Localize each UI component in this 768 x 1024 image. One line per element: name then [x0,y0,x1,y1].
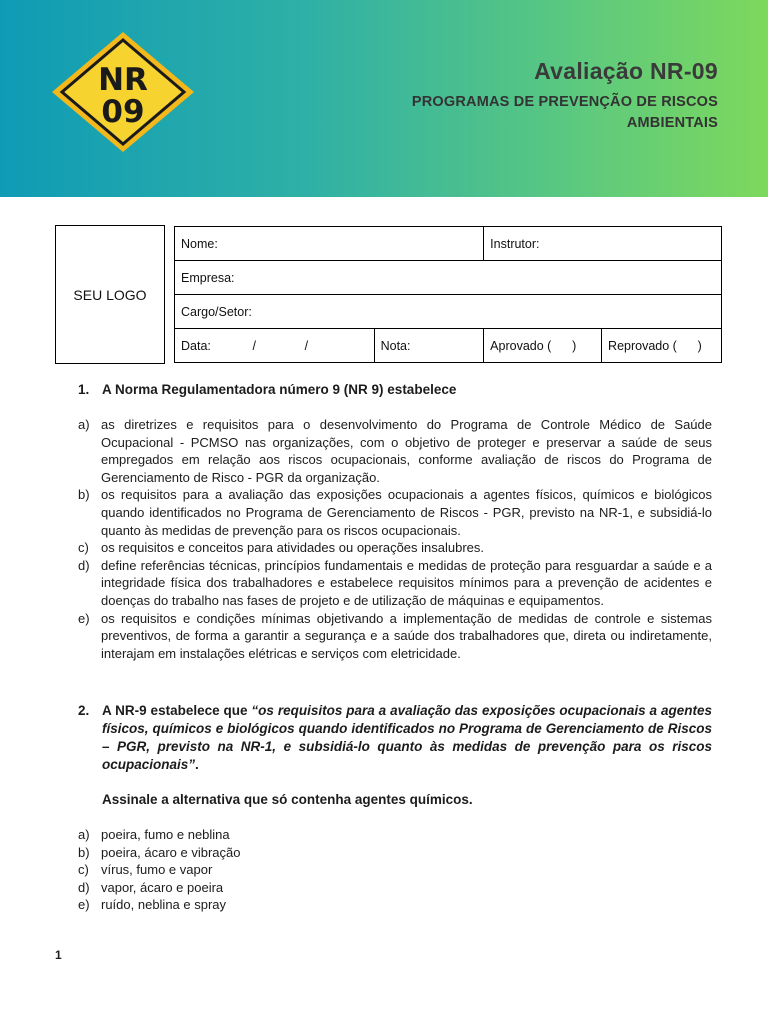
answer-option[interactable] [78,539,712,557]
option-text: vírus, fumo e vapor [101,862,213,878]
answer-option[interactable] [78,610,712,663]
option-text: as diretrizes e requisitos para o desenvolvimento do Programa de Controle Médico de Saúde Ocupacional - PCMSO nas organizações, com o objetivo de proteger e preservar a saúde de seus empregados em relação aos riscos ocupacionais, conforme avaliação de riscos do Programa de Gerenciamento de Risco - PGR da organização. [101,417,712,485]
nr09-warning-sign-icon [50,30,196,154]
option-letter: d) [78,879,90,895]
grade-field[interactable]: Nota: [374,329,484,363]
page-subtitle: PROGRAMAS DE PREVENÇÃO DE RISCOS AMBIENTAIS [411,94,718,131]
question-text: A Norma Regulamentadora número 9 (NR 9) estabelece [102,382,457,397]
role-field[interactable]: Cargo/Setor: [175,295,722,329]
option-letter: a) [78,827,90,842]
question-2-options [78,826,712,914]
question-text [102,702,712,774]
option-letter: c) [78,862,89,878]
option-letter: b) [78,844,90,860]
option-text: define referências técnicas, princípios fundamentais e medidas de proteção para resguardar a saúde e a integridade física dos trabalhadores e estabelece requisitos mínimos para a prevenção de acidentes e doenças do trabalho nas fases de projeto e de utilização de máquinas e equipamentos. [101,557,712,608]
option-letter: a) [78,417,90,432]
question-quote: “os requisitos para a avaliação das exposições ocupacionais a agentes físicos, químicos e biológicos quando identificados no Programa de Gerenciamento de Riscos – PGR, previsto na NR-1, e subsidiá-lo quanto às medidas de prevenção para os riscos ocupacionais” [102,703,712,772]
option-letter: c) [78,540,89,556]
badge-line1: NR [98,62,148,98]
answer-option[interactable] [78,879,712,897]
question-instruction: Assinale a alternativa que só contenha agentes químicos. [102,792,473,807]
question-intro: A NR-9 estabelece que [102,703,252,718]
question-1 [78,381,712,399]
student-info-table [174,226,722,363]
option-text: poeira, fumo e neblina [101,827,230,842]
page-title: Avaliação NR-09 [534,58,718,84]
option-text: os requisitos e conceitos para atividades ou operações insalubres. [101,540,485,556]
question-number: 1. [78,382,90,397]
header-banner [0,0,768,197]
instructor-field[interactable]: Instrutor: [484,227,722,261]
answer-option[interactable] [78,861,712,879]
answer-option[interactable] [78,826,712,844]
option-text: os requisitos para a avaliação das exposições ocupacionais a agentes físicos, químicos e biológicos quando identificados no Programa de Gerenciamento de Riscos - PGR, previsto na NR-1, e subsidiá-lo quanto às medidas de prevenção para os riscos ocupacionais. [101,487,712,538]
option-letter: d) [78,557,90,573]
company-field[interactable]: Empresa: [175,261,722,295]
rejected-checkbox[interactable]: Reprovado ( ) [602,329,722,363]
approved-checkbox[interactable]: Aprovado ( ) [484,329,602,363]
question-number: 2. [78,703,90,718]
question-2 [78,702,712,809]
page-number: 1 [55,948,62,962]
question-end: . [195,757,199,772]
question-1-options [78,416,712,662]
date-field[interactable]: Data: / / [175,329,375,363]
option-letter: b) [78,487,90,503]
logo-placeholder: SEU LOGO [55,225,165,364]
answer-option[interactable] [78,557,712,610]
name-field[interactable]: Nome: [175,227,484,261]
answer-option[interactable] [78,896,712,914]
answer-option[interactable] [78,486,712,539]
answer-option[interactable] [78,844,712,862]
option-text: vapor, ácaro e poeira [101,879,224,895]
option-text: os requisitos e condições mínimas objetivando a implementação de medidas de controle e sistemas preventivos, de forma a garantir a segurança e a saúde dos trabalhadores que, direta ou indiretamente, interajam em instalações elétricas e serviços com eletricidade. [101,610,712,661]
option-text: ruído, neblina e spray [101,897,227,913]
answer-option[interactable] [78,416,712,486]
option-letter: e) [78,610,90,626]
option-text: poeira, ácaro e vibração [101,844,241,860]
badge-line2: 09 [101,94,145,130]
option-letter: e) [78,897,90,913]
